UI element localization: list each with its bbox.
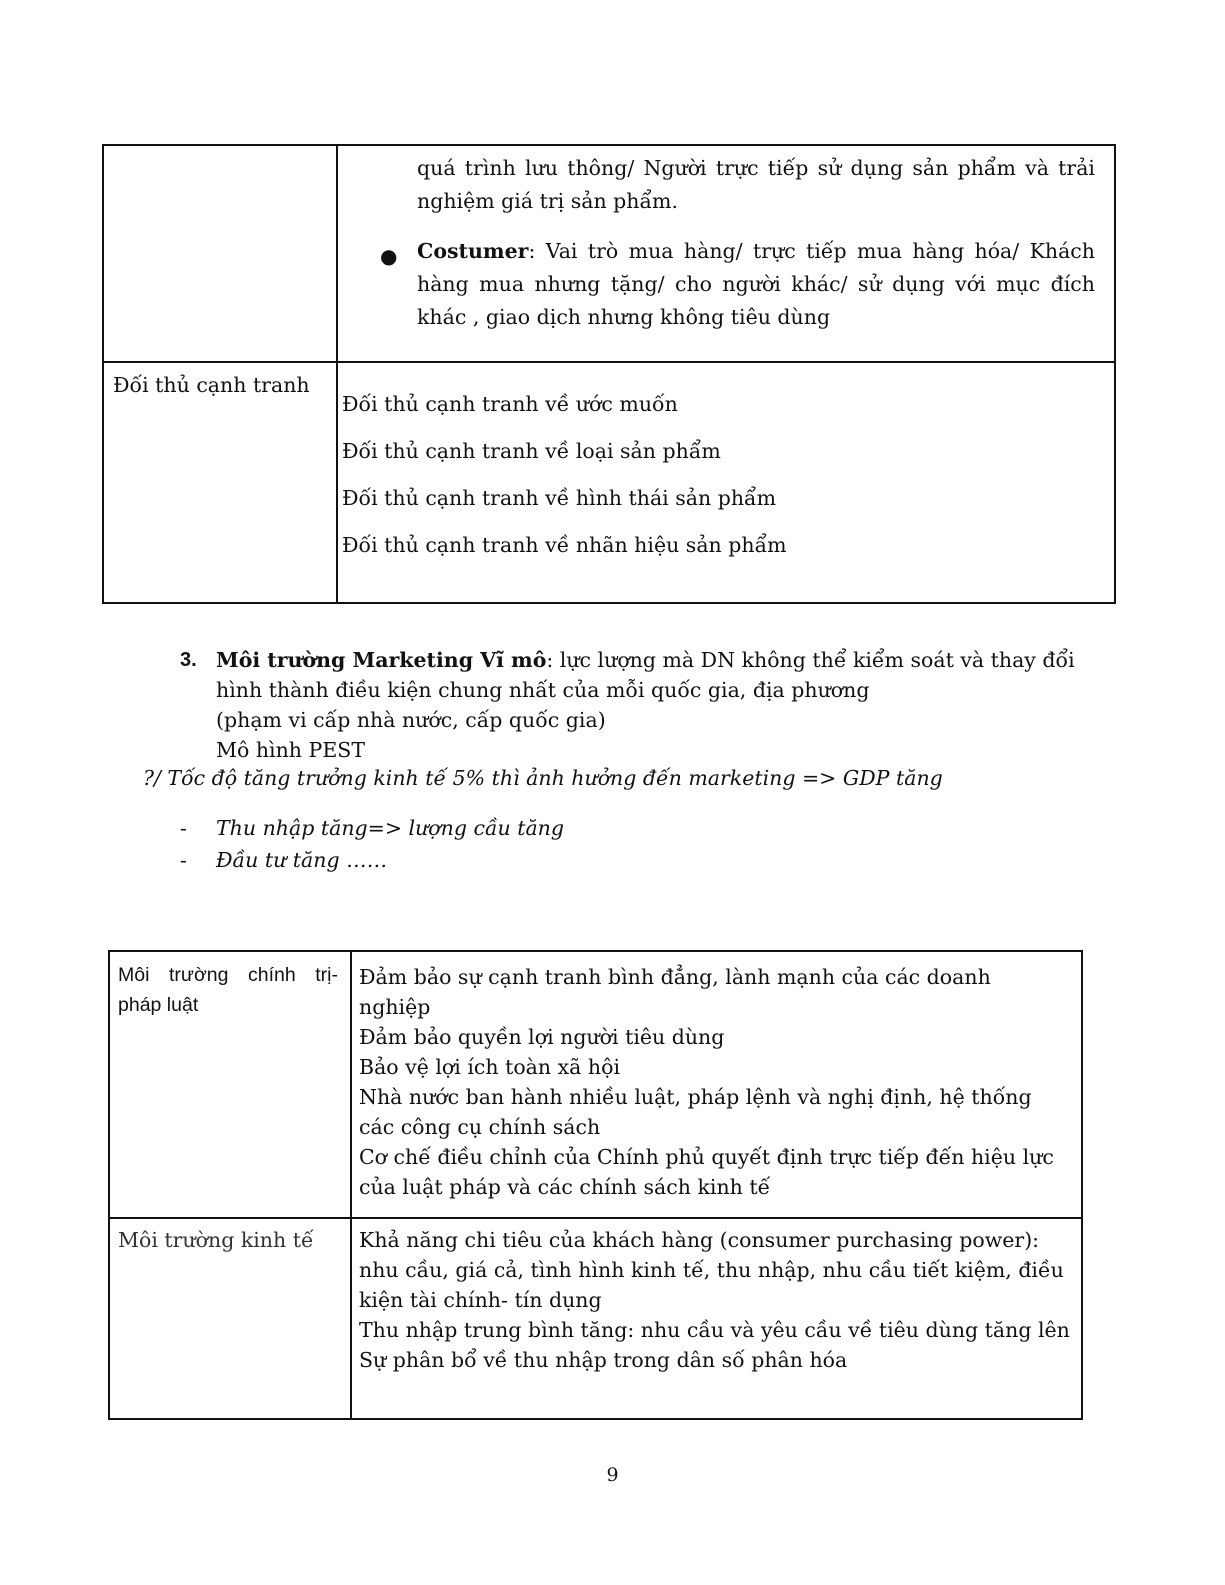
dash-marker: - (180, 849, 187, 872)
customer-term: Costumer (417, 239, 529, 263)
content-line: Cơ chế điều chỉnh của Chính phủ quyết định trực tiếp đến hiệu lực (359, 1145, 1054, 1169)
bullet-dot-icon: ● (380, 244, 398, 268)
economic-content (359, 1225, 1071, 1375)
content-line: của luật pháp và các chính sách kinh tế (359, 1175, 771, 1199)
list-item: Đối thủ cạnh tranh về loại sản phẩm (342, 439, 721, 463)
competitor-list (342, 389, 787, 577)
content-line: Bảo vệ lợi ích toàn xã hội (359, 1055, 621, 1079)
content-line: các công cụ chính sách (359, 1115, 601, 1139)
section-desc-line: hình thành điều kiện chung nhất của mỗi quốc gia, địa phương (216, 678, 870, 702)
political-legal-content (359, 962, 1069, 1202)
row-label-political-legal (118, 960, 338, 1020)
content-line: Sự phân bổ về thu nhập trong dân số phân hóa (359, 1348, 848, 1372)
table-cell-continuation-text: quá trình lưu thông/ Người trực tiếp sử dụng sản phẩm và trải nghiệm giá trị sản phẩm. (417, 156, 1095, 213)
list-item: Đối thủ cạnh tranh về ước muốn (342, 392, 678, 416)
section-desc-line: (phạm vi cấp nhà nước, cấp quốc gia) (216, 708, 606, 732)
content-line: Khả năng chi tiêu của khách hàng (consumer purchasing power): (359, 1228, 1040, 1252)
list-item: Đối thủ cạnh tranh về nhãn hiệu sản phẩm (342, 533, 787, 557)
section-number: 3. (180, 649, 197, 671)
table-row-divider (110, 1217, 1081, 1219)
table-consumer-competitors (102, 144, 1116, 604)
table-column-divider (336, 146, 338, 602)
content-line: Đảm bảo quyền lợi người tiêu dùng (359, 1025, 725, 1049)
content-line: Nhà nước ban hành nhiều luật, pháp lệnh và nghị định, hệ thống (359, 1085, 1032, 1109)
page-number: 9 (606, 1464, 619, 1486)
customer-description: : Vai trò mua hàng/ trực tiếp mua hàng hóa/ Khách hàng mua nhưng tặng/ cho người khác/ sử dụng với mục đích khác , giao dịch nhưng không tiêu dùng (417, 239, 1095, 329)
dash-marker: - (180, 817, 187, 840)
row-label-competitors: Đối thủ cạnh tranh (113, 373, 310, 397)
model-name: Mô hình PEST (216, 738, 366, 762)
list-item-text: Đầu tư tăng …… (216, 848, 388, 872)
table-pest-environment (108, 950, 1083, 1420)
table-row-divider (104, 361, 1114, 363)
content-line: nghiệp (359, 995, 431, 1019)
list-item (180, 813, 564, 844)
content-line: Thu nhập trung bình tăng: nhu cầu và yêu cầu về tiêu dùng tăng lên (359, 1318, 1070, 1342)
row-label-economic: Môi trường kinh tế (118, 1228, 314, 1252)
row-label-line: pháp luật (118, 994, 199, 1016)
section-title: Môi trường Marketing Vĩ mô (216, 648, 547, 672)
content-line: Đảm bảo sự cạnh tranh bình đẳng, lành mạnh của các doanh (359, 965, 991, 989)
section-3-body (216, 645, 1086, 765)
question-text: ?/ Tốc độ tăng trưởng kinh tế 5% thì ảnh hưởng đến marketing => GDP tăng (143, 766, 943, 790)
customer-definition (417, 235, 1095, 334)
content-line: kiện tài chính- tín dụng (359, 1288, 602, 1312)
table-column-divider (350, 952, 352, 1418)
list-item-text: Thu nhập tăng=> lượng cầu tăng (216, 816, 565, 840)
row-label-line: Môi trường chính trị- (118, 964, 338, 986)
list-item: Đối thủ cạnh tranh về hình thái sản phẩm (342, 486, 777, 510)
list-item (180, 845, 387, 876)
section-desc-line: : lực lượng mà DN không thể kiểm soát và thay đổi (546, 648, 1075, 672)
content-line: nhu cầu, giá cả, tình hình kinh tế, thu nhập, nhu cầu tiết kiệm, điều (359, 1258, 1064, 1282)
